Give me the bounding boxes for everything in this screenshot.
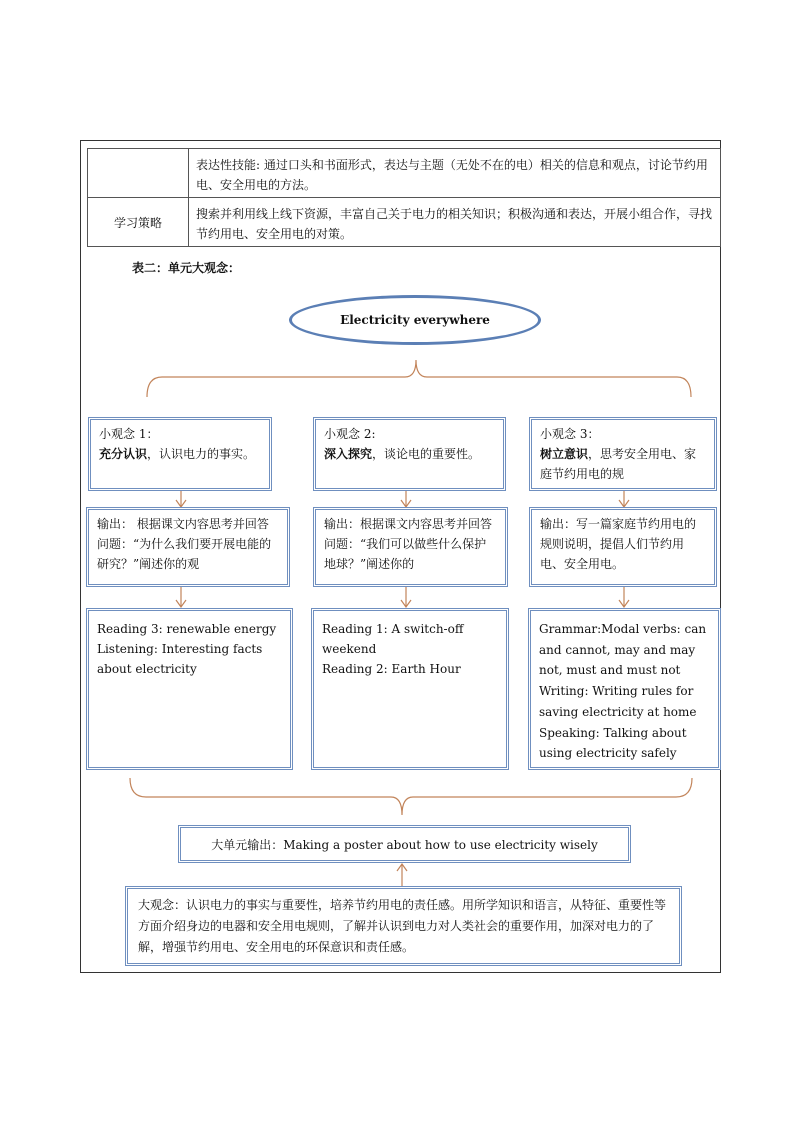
materials-3-box	[528, 608, 721, 770]
material-item: Speaking: Talking about using electricity safely	[539, 725, 687, 761]
sub-idea-lead: 树立意识	[540, 447, 589, 461]
unit-output-box: 大单元输出：Making a poster about how to use electricity wisely	[178, 825, 631, 863]
sub-idea-2-box	[313, 417, 506, 491]
output-1-box: 输出： 根据课文内容思考并回答问题：“为什么我们要开展电能的研究？”阐述你的观	[86, 507, 290, 587]
material-item: Grammar:Modal verbs: can and cannot, may and may not, must and must not	[539, 622, 707, 678]
table-row-text: 搜索并利用线上线下资源，丰富自己关于电力的相关知识；积极沟通和表达，开展小组合作，寻找节约用电、安全用电的对策。	[196, 207, 713, 241]
table-row-label: 学习策略	[88, 198, 189, 246]
sub-idea-1-box	[88, 417, 272, 491]
material-item: Reading 3: renewable energy	[97, 622, 277, 636]
big-idea-oval: Electricity everywhere	[289, 295, 541, 345]
sub-idea-title: 小观念 1：	[99, 427, 159, 441]
sub-idea-lead: 深入探究	[324, 447, 373, 461]
sub-idea-rest: ，谈论电的重要性。	[372, 447, 481, 461]
big-idea-text-box: 大观念：认识电力的事实与重要性，培养节约用电的责任感。用所学知识和语言，从特征、重要性等方面介绍身边的电器和安全用电规则，了解并认识到电力对人类社会的重要作用，加深对电力的了解，增强节约用电、安全用电的环保意识和责任感。	[125, 886, 682, 966]
sub-idea-rest: ，思考安全用电、家庭节约用电的规	[540, 447, 697, 481]
sub-idea-rest: ，认识电力的事实。	[147, 447, 256, 461]
material-item: Writing: Writing rules for saving electricity at home	[539, 684, 697, 719]
output-3-box: 输出：写一篇家庭节约用电的规则说明，提倡人们节约用电、安全用电。	[529, 507, 717, 587]
sub-idea-text	[324, 444, 495, 464]
sub-idea-title: 小观念 3：	[540, 427, 600, 441]
sub-idea-3-box	[529, 417, 717, 491]
sub-idea-text	[540, 444, 706, 484]
sub-idea-title: 小观念 2:	[324, 427, 376, 441]
material-item: Reading 2: Earth Hour	[322, 662, 461, 676]
output-2-box: 输出：根据课文内容思考并回答问题：“我们可以做些什么保护地球？”阐述你的	[313, 507, 508, 587]
material-item: Listening: Interesting facts about electricity	[97, 642, 263, 676]
section-title: 表二：单元大观念：	[132, 261, 241, 275]
materials-1-box	[86, 608, 293, 770]
sub-idea-text	[99, 444, 261, 464]
sub-idea-lead: 充分认识	[99, 447, 148, 461]
material-item: Reading 1: A switch-off weekend	[322, 622, 464, 656]
materials-2-box	[311, 608, 509, 770]
table-row-text: 表达性技能: 通过口头和书面形式，表达与主题（无处不在的电）相关的信息和观点，讨论节约用电、安全用电的方法。	[196, 158, 708, 192]
